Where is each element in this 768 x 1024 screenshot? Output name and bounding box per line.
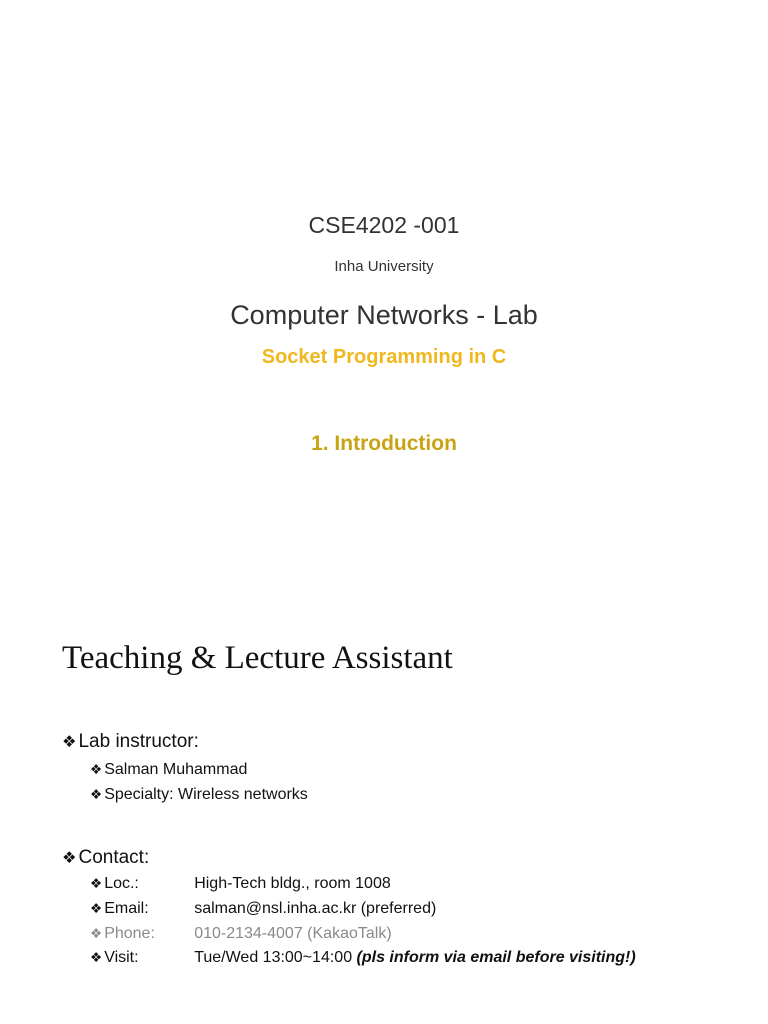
- slide-subtitle: Socket Programming in C: [261, 346, 507, 368]
- contact-row-location: [90, 875, 391, 893]
- contact-key: Phone:: [104, 925, 155, 942]
- university-name: Inha University: [334, 258, 434, 275]
- instructor-specialty: Specialty: Wireless networks: [104, 786, 308, 803]
- lab-instructor-bullet: [62, 731, 199, 753]
- diamond-bullet-icon: ❖: [90, 787, 103, 802]
- contact-row-phone: [90, 925, 392, 943]
- list-item: [90, 786, 308, 804]
- contact-row-email: [90, 900, 436, 918]
- diamond-bullet-icon: ❖: [90, 950, 103, 965]
- contact-key: Email:: [104, 900, 149, 917]
- diamond-bullet-icon: ❖: [90, 901, 103, 916]
- lecture-title: 1. Introduction: [311, 432, 457, 455]
- contact-label: Contact:: [78, 847, 150, 868]
- diamond-bullet-icon: ❖: [90, 926, 103, 941]
- contact-value: 010-2134-4007 (KakaoTalk): [194, 925, 392, 942]
- contact-key: Visit:: [104, 949, 139, 966]
- contact-key: Loc.:: [104, 875, 139, 892]
- ta-slide: [0, 600, 768, 1024]
- diamond-bullet-icon: ❖: [62, 849, 77, 867]
- course-title: Computer Networks - Lab: [230, 300, 538, 330]
- diamond-bullet-icon: ❖: [90, 876, 103, 891]
- diamond-bullet-icon: ❖: [62, 733, 77, 751]
- instructor-name: Salman Muhammad: [104, 761, 248, 778]
- list-item: [90, 761, 247, 779]
- diamond-bullet-icon: ❖: [90, 762, 103, 777]
- contact-bullet: [62, 847, 149, 869]
- contact-value: salman@nsl.inha.ac.kr (preferred): [194, 900, 437, 917]
- slide-heading: Teaching & Lecture Assistant: [62, 640, 453, 676]
- contact-row-visit: [90, 949, 636, 967]
- course-code: CSE4202 -001: [308, 212, 460, 238]
- contact-value: High-Tech bldg., room 1008: [194, 875, 391, 892]
- visit-note: (pls inform via email before visiting!): [356, 949, 636, 966]
- lab-instructor-label: Lab instructor:: [78, 731, 199, 752]
- contact-value: Tue/Wed 13:00~14:00: [194, 949, 357, 966]
